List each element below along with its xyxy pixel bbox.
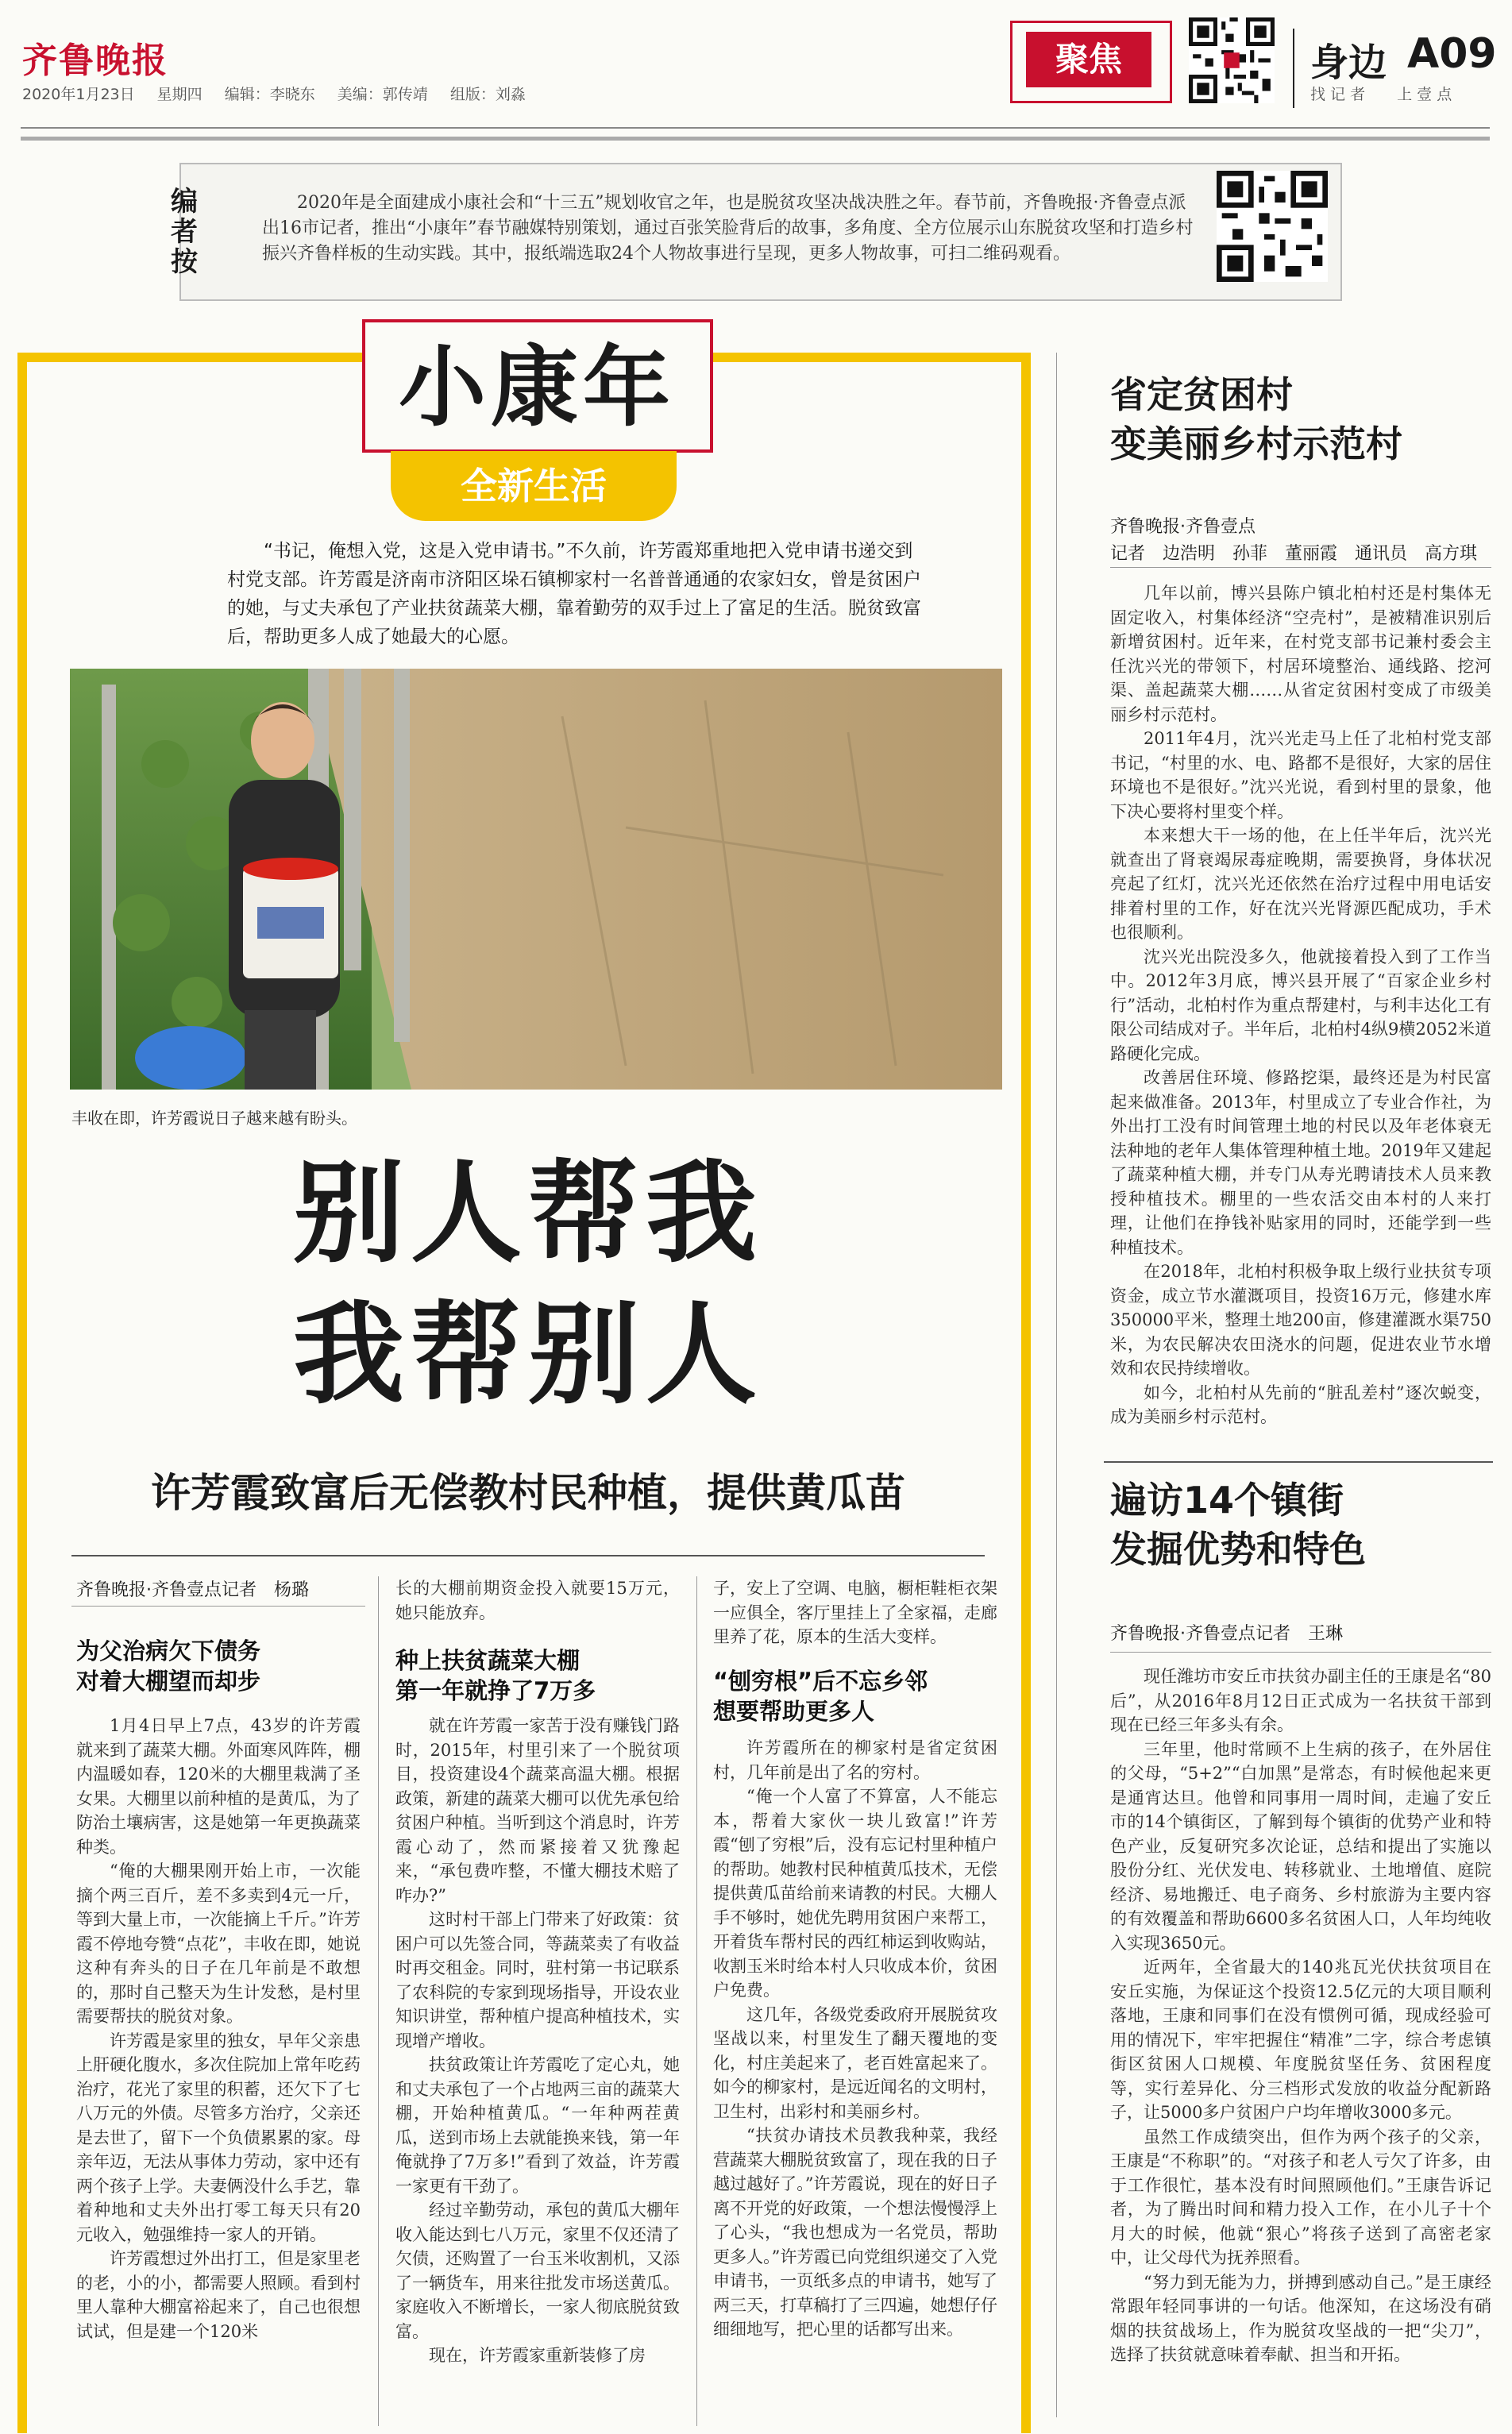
story1-agency: 齐鲁晚报·齐鲁壹点 (1110, 517, 1256, 537)
paragraph: 三年里，他时常顾不上生病的孩子，在外居住的父母，“5+2”“白加黑”是常态，有时候他起来更是通宵达旦。他曾和同事用一周时间，走遍了安丘市的14个镇街区，了解到每个镇街的优势产业和特色产业，反复研究多次论证，总结和提出了实施以股份分红、光伏发电、转移就业、土地增值、庭院经济、易地搬迁、电子商务、乡村旅游为主要内容的有效覆盖和帮助6600多名贫困人口，人年均纯收入实现3650元。 (1110, 1739, 1491, 1953)
section-name: 身边 (1310, 41, 1387, 85)
find-reporter-label: 找 记 者 (1310, 86, 1366, 103)
qr-code-icon[interactable] (1217, 171, 1328, 282)
editor-note-text: 2020年是全面建成小康社会和“十三五”规划收官之年，也是脱贫攻坚决战决胜之年。春节前，齐鲁晚报·齐鲁壹点派出16市记者，推出“小康年”春节融媒特别策划，通过百张笑脸背后的故事，多角度、全方位展示山东脱贫攻坚和打造乡村振兴齐鲁样板的生动实践。其中，报纸端选取24个人物故事进行呈现，更多人物故事，可扫二维码观看。 (262, 193, 1194, 264)
article-column-1 (76, 1714, 361, 2343)
photo-caption: 丰收在即，许芳霞说日子越来越有盼头。 (71, 1109, 357, 1128)
section-subhead-2: 种上扶贫蔬菜大棚 第一年就挣了7万多 (395, 1647, 596, 1704)
main-headline-line2: 我帮别人 (292, 1290, 763, 1420)
story1-headline-line1: 省定贫困村 (1110, 373, 1293, 416)
paragraph: 子，安上了空调、电脑，橱柜鞋柜衣架一应俱全，客厅里挂上了全家福，走廊里养了花，原本的生活大变样。 (713, 1579, 997, 1646)
section-subhead-3: “刨穷根”后不忘乡邻 想要帮助更多人 (713, 1668, 928, 1725)
page-number: A09 (1407, 30, 1497, 78)
byline-rule (1110, 567, 1491, 568)
story2-byline: 齐鲁晚报·齐鲁壹点记者 王琳 (1110, 1624, 1343, 1644)
masthead-logo: 齐鲁晚报 (22, 41, 168, 81)
paragraph: 这时村干部上门带来了好政策：贫困户可以先签合同，等蔬菜卖了有收益时再交租金。同时，驻村第一书记联系了农科院的专家到现场指导，开设农业知识讲堂，帮种植户提高种植技术，实现增产增收。 (395, 1910, 680, 2050)
main-headline-line1: 别人帮我 (292, 1149, 763, 1279)
feature-byline: 齐鲁晚报·齐鲁壹点记者 杨璐 (76, 1580, 309, 1600)
qr-code-icon[interactable] (1189, 17, 1275, 103)
story-divider (1104, 1461, 1493, 1463)
story2-body (1110, 1664, 1491, 2367)
paragraph: 1月4日早上7点，43岁的许芳霞就来到了蔬菜大棚。外面寒风阵阵，棚内温暖如春，120米的大棚里栽满了圣女果。大棚里以前种植的是黄瓜，为了防治土壤病害，这是她第一年更换蔬菜种类。 (76, 1716, 361, 1857)
article-column-3-continued (713, 1576, 997, 1649)
paragraph: 扶贫政策让许芳霞吃了定心丸，她和丈夫承包了一个占地两三亩的蔬菜大棚，开始种植黄瓜。“一年种两茬黄瓜，送到市场上去就能换来钱，第一年俺就挣了7万多!”看到了效益，许芳霞一家更有干劲了。 (395, 2055, 680, 2196)
story1-body (1110, 581, 1491, 1429)
series-title: 小康年 (399, 336, 675, 438)
header-rule (21, 127, 1490, 141)
paragraph: 2011年4月，沈兴光走马上任了北柏村党支部书记，“村里的水、电、路都不是很好，大家的居住环境也不是很好。”沈兴光说，看到村里的景象，他下决心要将村里变个样。 (1110, 729, 1491, 821)
issue-editor: 编辑：李晓东 (224, 86, 315, 103)
byline-rule (1110, 1652, 1491, 1653)
story2-headline-line2: 发掘优势和特色 (1110, 1528, 1366, 1571)
column-divider (696, 1576, 697, 2426)
article-column-2 (395, 1714, 680, 2368)
series-badge: 全新生活 (391, 451, 677, 521)
column-divider (1056, 353, 1057, 2417)
article-column-3 (713, 1736, 997, 2342)
paragraph: “努力到无能为力，拼搏到感动自己。”是王康经常跟年轻同事讲的一句话。他深知，在这场没有硝烟的扶贫战场上，作为脱贫攻坚战的一把“尖刀”，选择了扶贫就意味着奉献、担当和开拓。 (1110, 2272, 1491, 2364)
focus-section-tab: 聚焦 (1026, 32, 1151, 87)
paragraph: 经过辛勤劳动，承包的黄瓜大棚年收入能达到七八万元，家里不仅还清了欠债，还购置了一台玉米收割机，又添了一辆货车，用来往批发市场送黄瓜。家庭收入不断增长，一家人彻底脱贫致富。 (395, 2201, 680, 2341)
issue-layout-editor: 组版：刘淼 (449, 86, 526, 103)
paragraph: 如今，北柏村从先前的“脏乱差村”逐次蜕变，成为美丽乡村示范村。 (1110, 1383, 1491, 1426)
paragraph: 近两年，全省最大的140兆瓦光伏扶贫项目在安丘实施，为保证这个投资12.5亿元的大项目顺利落地，王康和同事们在没有惯例可循，现成经验可用的情况下，牢牢把握住“精准”二字，综合考虑镇街区贫困人口规模、年度脱贫坚任务、贫困程度等，实行差异化、分三档形式发放的收益分配新路子，让5000多户贫困户户均年增收3000多元。 (1110, 1958, 1491, 2122)
article-column-2-continued (395, 1576, 680, 1625)
sub-headline-rule (71, 1555, 985, 1556)
story1-headline (1110, 370, 1491, 469)
paragraph: “扶贫办请技术员教我种菜，我经营蔬菜大棚脱贫致富了，现在我的日子越过越好了。”许芳霞说，现在的好日子离不开党的好政策，一个想法慢慢浮上了心头，“我也想成为一名党员，帮助更多人。”许芳霞已向党组织递交了入党申请书，一页纸多点的申请书，她写了两三天，打草稿打了三四遍，她想仔仔细细地写，把心里的话都写出来。 (713, 2126, 997, 2339)
paragraph: “俺的大棚果刚开始上市，一次能摘个两三百斤，差不多卖到4元一斤，等到大量上市，一次能摘上千斤。”许芳霞不停地夸赞“点花”，丰收在即，她说这种有奔头的日子在几年前是不敢想的，那时自己整天为生计发愁，是村里需要帮扶的脱贫对象。 (76, 1861, 361, 2026)
issue-weekday: 星期四 (156, 86, 202, 103)
paragraph: 就在许芳霞一家苦于没有赚钱门路时，2015年，村里引来了一个脱贫项目，投资建设4个蔬菜高温大棚。根据政策，新建的蔬菜大棚可以优先承包给贫困户种植。当听到这个消息时，许芳霞心动了，然而紧接着又犹豫起来，“承包费咋整，不懂大棚技术赔了咋办?” (395, 1716, 680, 1905)
paragraph: 现在，许芳霞家重新装修了房 (429, 2346, 646, 2365)
story2-headline-line1: 遍访14个镇街 (1110, 1479, 1344, 1522)
paragraph: 沈兴光出院没多久，他就接着投入到了工作当中。2012年3月底，博兴县开展了“百家企业乡村行”活动，北柏村作为重点帮建村，与利丰达化工有限公司结成对子。半年后，北柏村4纵9横2052米道路硬化完成。 (1110, 947, 1491, 1063)
issue-date: 2020年1月23日 (22, 86, 135, 103)
story1-headline-line2: 变美丽乡村示范村 (1110, 422, 1402, 465)
paragraph: 虽然工作成绩突出，但作为两个孩子的父亲，王康是“不称职”的。“对孩子和老人亏欠了许多，由于工作很忙，基本没有时间照顾他们。”王康告诉记者，为了腾出时间和精力投入工作，在小儿子十个月大的时候，他就“狠心”将孩子送到了高密老家中，让父母代为抚养照看。 (1110, 2127, 1491, 2267)
paragraph: 本来想大干一场的他，在上任半年后，沈兴光就查出了肾衰竭尿毒症晚期，需要换肾，身体状况亮起了红灯，沈兴光还依然在治疗过程中用电话安排着村里的工作，好在沈兴光肾源匹配成功，手术也很顺利。 (1110, 826, 1491, 942)
issue-art-editor: 美编：郭传靖 (337, 86, 428, 103)
contact-line (1310, 83, 1479, 104)
paragraph: 在2018年，北柏村积极争取上级行业扶贫专项资金，成立节水灌溉项目，投资16万元，修建水库350000平米，整理土地200亩，修建灌溉水渠750米，为农民解决农田浇水的问题，促进农业节水增效和农民持续增收。 (1110, 1262, 1491, 1378)
paragraph: 许芳霞是家里的独女，早年父亲患上肝硬化腹水，多次住院加上常年吃药治疗，花光了家里的积蓄，还欠下了七八万元的外债。尽管多方治疗，父亲还是去世了，留下一个负债累累的家。母亲年迈，无法从事体力劳动，家中还有两个孩子上学。夫妻俩没什么手艺，靠着种地和丈夫外出打零工每天只有20元收入，勉强维持一家人的开销。 (76, 2031, 361, 2244)
story2-headline (1110, 1475, 1491, 1574)
paragraph: “俺一个人富了不算富，人不能忘本，帮着大家伙一块儿致富!”许芳霞“刨了穷根”后，没有忘记村里种植户的帮助。她教村民种植黄瓜技术，无偿提供黄瓜苗给前来请教的村民。大棚人手不够时，她优先聘用贫困户来帮工，开着货车帮村民的西红柿运到收购站，收割玉米时给本村人只收成本价，贫困户免费。 (713, 1787, 997, 2000)
byline-rule (71, 1606, 365, 1607)
paragraph: 几年以前，博兴县陈户镇北柏村还是村集体无固定收入，村集体经济“空壳村”，是被精准识别后新增贫困村。近年来，在村党支部书记兼村委会主任沈兴光的带领下，村居环境整治、通线路、挖河渠、盖起蔬菜大棚……从省定贫困村变成了市级美丽乡村示范村。 (1110, 584, 1491, 724)
main-headline (71, 1144, 985, 1426)
section-subhead-1: 为父治病欠下债务 对着大棚望而却步 (76, 1637, 261, 1695)
app-label: 上 壹 点 (1397, 86, 1452, 103)
paragraph: 许芳霞想过外出打工，但是家里老的老，小的小，都需要人照顾。看到村里人靠种大棚富裕起来了，自己也很想试试，但是建一个120米 (76, 2249, 361, 2341)
sub-headline: 许芳霞致富后无偿教村民种植，提供黄瓜苗 (151, 1470, 905, 1516)
paragraph: 改善居住环境、修路挖渠，最终还是为村民富起来做准备。2013年，村里成立了专业合作社，为外出打工没有时间管理土地的村民以及年老体衰无法种地的老年人集体管理种植土地。2019年又建起了蔬菜种植大棚，并专门从寿光聘请技术人员来教授种植技术。棚里的一些农活交由本村的人来打理，让他们在挣钱补贴家用的同时，还能学到一些种植技术。 (1110, 1068, 1491, 1257)
feature-lead: “书记，俺想入党，这是入党申请书。”不久前，许芳霞郑重地把入党申请书递交到村党支部。许芳霞是济南市济阳区垛石镇柳家村一名普普通通的农家妇女，曾是贫困户的她，与丈夫承包了产业扶贫蔬菜大棚，靠着勤劳的双手过上了富足的生活。脱贫致富后，帮助更多人成了她最大的心愿。 (227, 541, 921, 647)
paragraph: 这几年，各级党委政府开展脱贫攻坚战以来，村里发生了翻天覆地的变化，村庄美起来了，老百姓富起来了。如今的柳家村，是远近闻名的文明村，卫生村，出彩村和美丽乡村。 (713, 2004, 997, 2121)
column-divider (378, 1576, 379, 2426)
paragraph: 长的大棚前期资金投入就要15万元，她只能放弃。 (395, 1579, 680, 1622)
header-divider (1293, 29, 1294, 108)
story1-reporters: 记者 边浩明 孙菲 董丽霞 通讯员 高方琪 (1110, 544, 1478, 564)
paragraph: 现任潍坊市安丘市扶贫办副主任的王康是名“80后”，从2016年8月12日正式成为一名扶贫干部到现在已经三年多头有余。 (1110, 1667, 1491, 1734)
feature-photo (70, 669, 1002, 1090)
issue-line (22, 83, 543, 104)
paragraph: 许芳霞所在的柳家村是省定贫困村，几年前是出了名的穷村。 (713, 1738, 997, 1782)
editor-note-label: 编者按 (171, 186, 198, 278)
